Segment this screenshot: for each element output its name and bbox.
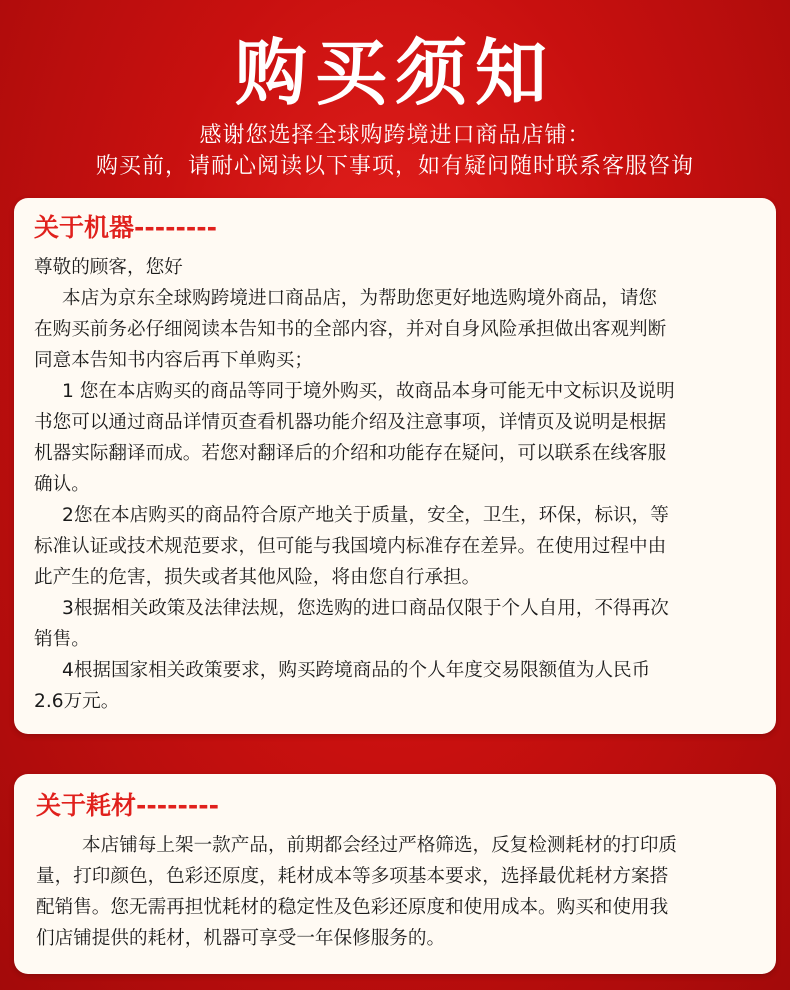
machine-line: 在购买前务必仔细阅读本告知书的全部内容，并对自身风险承担做出客观判断 [34, 319, 667, 340]
machine-line: 3根据相关政策及法律法规，您选购的进口商品仅限于个人自用，不得再次 [62, 598, 669, 619]
subtitle-line-1: 感谢您选择全球购跨境进口商品店铺： [199, 123, 591, 148]
machine-line: 销售。 [34, 629, 90, 650]
machine-line: 本店为京东全球购跨境进口商品店，为帮助您更好地选购境外商品，请您 [62, 288, 658, 309]
machine-line: 标准认证或技术规范要求，但可能与我国境内标准存在差异。在使用过程中由 [34, 536, 667, 557]
consumables-line: 配销售。您无需再担忧耗材的稳定性及色彩还原度和使用成本。购买和使用我 [36, 897, 669, 918]
consumables-section-body [36, 830, 756, 954]
machine-notice-card [14, 198, 776, 734]
machine-line: 此产生的危害，损失或者其他风险，将由您自行承担。 [34, 567, 481, 588]
machine-section-heading: 关于机器-------- [34, 213, 218, 242]
machine-section-body [34, 252, 756, 717]
machine-line: 2您在本店购买的商品符合原产地关于质量，安全，卫生，环保，标识，等 [62, 505, 669, 526]
machine-line: 确认。 [34, 474, 90, 495]
machine-line: 机器实际翻译而成。若您对翻译后的介绍和功能存在疑问，可以联系在线客服 [34, 443, 667, 464]
machine-line: 同意本告知书内容后再下单购买； [34, 350, 313, 371]
machine-line: 4根据国家相关政策要求，购买跨境商品的个人年度交易限额值为人民币 [62, 660, 651, 681]
machine-line: 2.6万元。 [34, 691, 120, 712]
consumables-section-heading: 关于耗材-------- [36, 791, 220, 820]
consumables-line: 们店铺提供的耗材，机器可享受一年保修服务的。 [36, 928, 446, 949]
machine-line: 1 您在本店购买的商品等同于境外购买，故商品本身可能无中文标识及说明 [62, 381, 675, 402]
consumables-notice-card [14, 774, 776, 974]
consumables-line: 本店铺每上架一款产品，前期都会经过严格筛选，反复检测耗材的打印质 [82, 835, 678, 856]
machine-line: 尊敬的顾客，您好 [34, 257, 183, 278]
consumables-line: 量，打印颜色，色彩还原度，耗材成本等多项基本要求，选择最优耗材方案搭 [36, 866, 669, 887]
page-title: 购买须知 [234, 31, 555, 115]
machine-line: 书您可以通过商品详情页查看机器功能介绍及注意事项，详情页及说明是根据 [34, 412, 667, 433]
subtitle-line-2: 购买前，请耐心阅读以下事项，如有疑问随时联系客服咨询 [95, 154, 694, 179]
